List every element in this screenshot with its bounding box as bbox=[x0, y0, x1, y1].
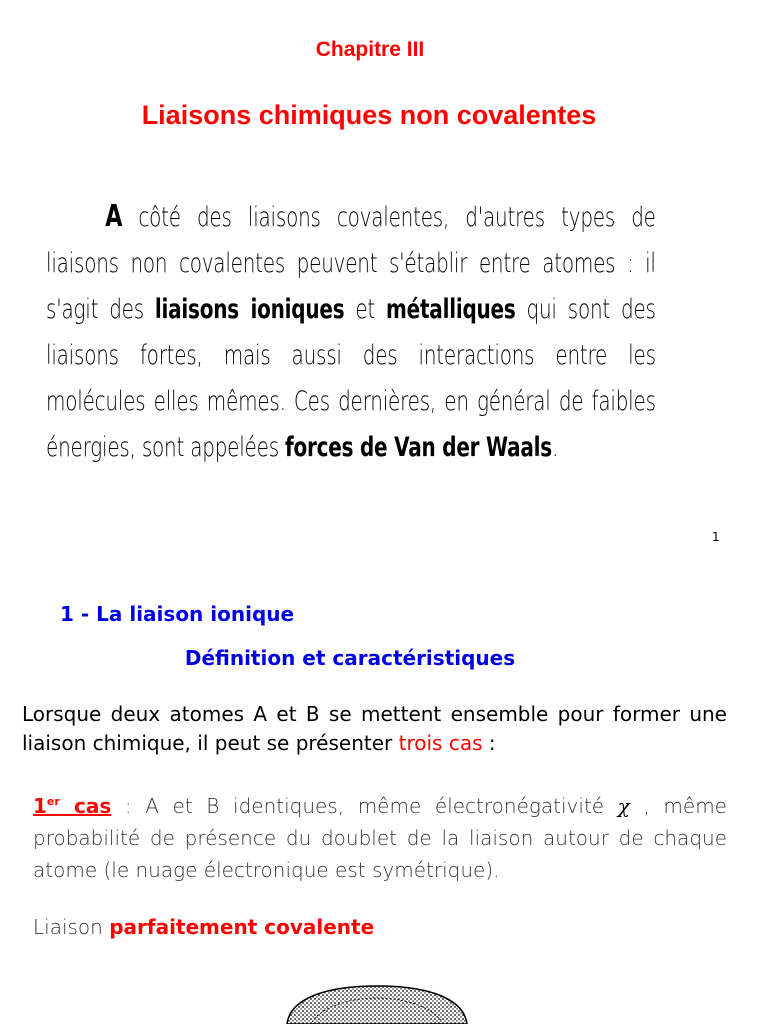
intro-text-4: . bbox=[551, 432, 559, 463]
case1-label bbox=[33, 794, 111, 818]
case1-paragraph bbox=[33, 786, 727, 886]
page-number: 1 bbox=[712, 530, 720, 544]
intro-text-3: qui sont des liaisons fortes, mais aussi des interactions entre les molécules elles mêmes. Ces dernières, en général de faibles énergies, sont appelées bbox=[46, 294, 656, 463]
case1-label-sup: er bbox=[46, 795, 60, 808]
page-title: Liaisons chimiques non covalentes bbox=[141, 100, 597, 130]
intro-text-2: et bbox=[344, 294, 387, 325]
drop-letter: A bbox=[105, 199, 123, 234]
bond-type-line bbox=[33, 915, 374, 939]
definition-paragraph bbox=[22, 700, 727, 758]
definition-text: Lorsque deux atomes A et B se mettent ensemble pour former une liaison chimique, il peut se présenter bbox=[22, 702, 727, 755]
chi-symbol: χ bbox=[617, 794, 630, 818]
section-subtitle: Définition et caractéristiques bbox=[184, 646, 516, 670]
intro-paragraph bbox=[46, 194, 656, 471]
case1-text-1: : A et B identiques, même électronégativité bbox=[111, 794, 618, 818]
intro-bold-vdw: forces de Van der Waals bbox=[285, 432, 552, 463]
intro-bold-ionic: liaisons ioniques bbox=[154, 294, 345, 325]
bond-prefix: Liaison bbox=[33, 915, 110, 939]
electron-cloud-figure bbox=[282, 982, 472, 1024]
definition-end: : bbox=[482, 731, 496, 755]
case1-label-num: 1 bbox=[33, 794, 47, 818]
case1-text-2: , même probabilité de présence du doublet de la liaison autour de chaque atome (le nuage électronique est symétrique). bbox=[33, 794, 727, 882]
bond-highlight: parfaitement covalente bbox=[109, 915, 375, 939]
definition-highlight: trois cas bbox=[398, 731, 483, 755]
intro-bold-metallic: métalliques bbox=[386, 294, 516, 325]
case1-label-word: cas bbox=[74, 794, 112, 818]
chapter-label: Chapitre III bbox=[315, 38, 425, 61]
section-title: 1 - La liaison ionique bbox=[60, 602, 295, 626]
intro-text-1: côté des liaisons covalentes, d'autres types de liaisons non covalentes peuvent s'établir entre atomes : il s'agit des bbox=[46, 202, 656, 325]
